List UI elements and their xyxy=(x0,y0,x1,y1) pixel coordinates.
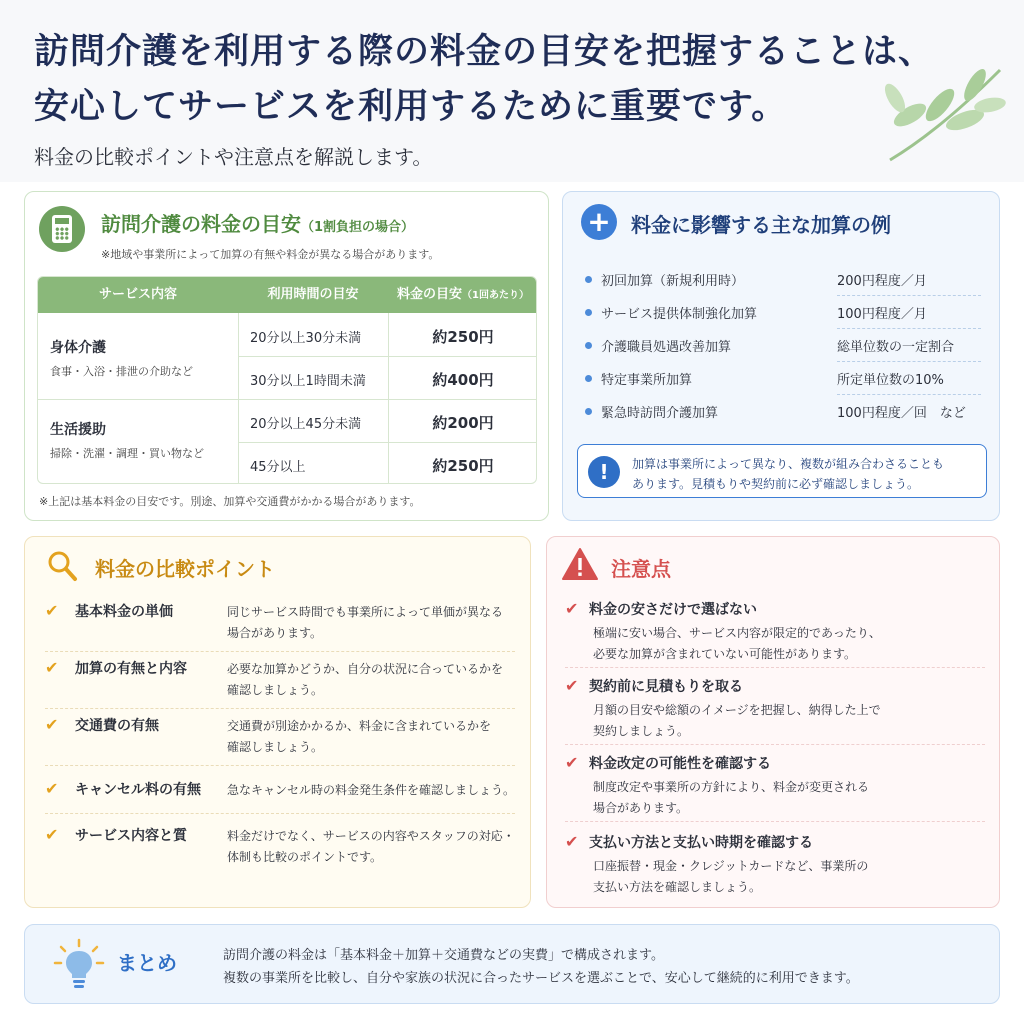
fee-cell: 約400円 xyxy=(432,371,494,389)
summary-card xyxy=(24,924,1000,1004)
fee-estimate-card xyxy=(24,191,549,521)
caution-card-title: 注意点 xyxy=(611,557,671,581)
search-icon xyxy=(45,549,79,583)
check-icon: ✔ xyxy=(45,715,59,734)
comparison-points-card: 料金の比較ポイント ✔ 基本料金の単価 同じサービス時間でも事業所によって単価が異なる 場合があります。 ✔ 加算の有無と内容 必要な加算かどうか、自分の状況に合っているかを 確認しましょう。 ✔ 交通費の有無 交通費が別途かかるか、料金に含まれているかを 確認しましょう。 ✔ キャンセル料の有無 急なキャンセル時の料金発生条件を確認しましょう。 ✔ サービス内容と質 料金だけでなく、サービスの内容やスタッフの対応・ 体制も比較のポイントです。 xyxy=(24,536,531,908)
category-desc: 掃除・洗濯・調理・買い物など xyxy=(50,447,204,460)
time-cell: 30分以上1時間未満 xyxy=(250,374,366,389)
summary-title: まとめ xyxy=(117,951,177,975)
fee-cell: 約250円 xyxy=(432,328,494,346)
addition-item: 介護職員処遇改善加算 総単位数の一定割合 xyxy=(585,332,981,365)
lightbulb-icon xyxy=(51,937,107,993)
addition-item: 初回加算（新規利用時） 200円程度／月 xyxy=(585,266,981,299)
addition-card-title: 料金に影響する主な加算の例 xyxy=(631,213,891,237)
info-text-line-2: あります。見積もりや契約前に必ず確認しましょう。 xyxy=(632,477,920,491)
fee-card-title: 訪問介護の料金の目安（1割負担の場合） xyxy=(101,212,415,236)
check-icon: ✔ xyxy=(565,599,579,618)
check-icon: ✔ xyxy=(45,658,59,677)
addition-examples-card xyxy=(562,191,1000,521)
check-icon: ✔ xyxy=(565,676,579,695)
check-icon: ✔ xyxy=(565,832,579,851)
addition-info-box xyxy=(577,444,987,498)
addition-item: サービス提供体制強化加算 100円程度／月 xyxy=(585,299,981,332)
fee-cell: 約250円 xyxy=(432,457,494,475)
addition-item: 緊急時訪問介護加算 100円程度／回 など xyxy=(585,398,981,431)
fee-table-header xyxy=(38,277,537,313)
category-desc: 食事・入浴・排泄の介助など xyxy=(50,365,193,378)
addition-item: 特定事業所加算 所定単位数の10% xyxy=(585,365,981,398)
caution-card: 注意点 ✔ 料金の安さだけで選ばない 極端に安い場合、サービス内容が限定的であったり、 必要な加算が含まれていない可能性があります。 ✔ 契約前に見積もりを取る 月額の目安や総額のイメージを把握し、納得した上で 契約しましょう。 ✔ 料金改定の可能性を確認する 制度改定や事業所の方針により、料金が変更される 場合があります。 ✔ 支払い方法と支払い時期を確認する 口座振替・現金・クレジットカードなど、事業所の 支払い方法を確認しましょう。 xyxy=(546,536,1000,908)
column-header-service: サービス内容 xyxy=(98,287,177,302)
headline-line-1: 訪問介護を利用する際の料金の目安を把握することは、 xyxy=(34,32,935,72)
fee-card-footnote: ※上記は基本料金の目安です。別途、加算や交通費がかかる場合があります。 xyxy=(39,495,421,508)
summary-text-line-2: 複数の事業所を比較し、自分や家族の状況に合ったサービスを選ぶことで、安心して継続的に利用できます。 xyxy=(223,971,859,986)
info-icon: ! xyxy=(588,456,620,488)
column-header-fee: 料金の目安（1回あたり） xyxy=(397,287,529,302)
check-icon: ✔ xyxy=(45,601,59,620)
check-icon: ✔ xyxy=(45,779,59,798)
fee-card-title-note: （1割負担の場合） xyxy=(301,220,415,235)
fee-cell: 約200円 xyxy=(432,414,494,432)
calculator-icon xyxy=(39,206,85,252)
comparison-card-title: 料金の比較ポイント xyxy=(95,557,275,581)
category-name: 身体介護 xyxy=(50,340,106,356)
fee-card-note: ※地域や事業所によって加算の有無や料金が異なる場合があります。 xyxy=(101,248,440,261)
check-icon: ✔ xyxy=(45,825,59,844)
column-header-time: 利用時間の目安 xyxy=(267,287,359,302)
time-cell: 20分以上45分未満 xyxy=(250,417,362,432)
category-name: 生活援助 xyxy=(50,422,106,438)
headline-line-2: 安心してサービスを利用するために重要です。 xyxy=(34,87,788,127)
summary-text-line-1: 訪問介護の料金は「基本料金＋加算＋交通費などの実費」で構成されます。 xyxy=(223,948,664,963)
fee-table xyxy=(37,276,537,484)
header-section xyxy=(0,0,1024,182)
subtitle: 料金の比較ポイントや注意点を解説します。 xyxy=(34,145,433,169)
warning-icon xyxy=(561,547,599,581)
info-text-line-1: 加算は事業所によって異なり、複数が組み合わさることも xyxy=(632,457,945,471)
check-icon: ✔ xyxy=(565,753,579,772)
plus-icon: + xyxy=(581,204,617,240)
time-cell: 20分以上30分未満 xyxy=(250,331,362,346)
leaf-icon xyxy=(870,60,1010,170)
time-cell: 45分以上 xyxy=(250,460,306,475)
